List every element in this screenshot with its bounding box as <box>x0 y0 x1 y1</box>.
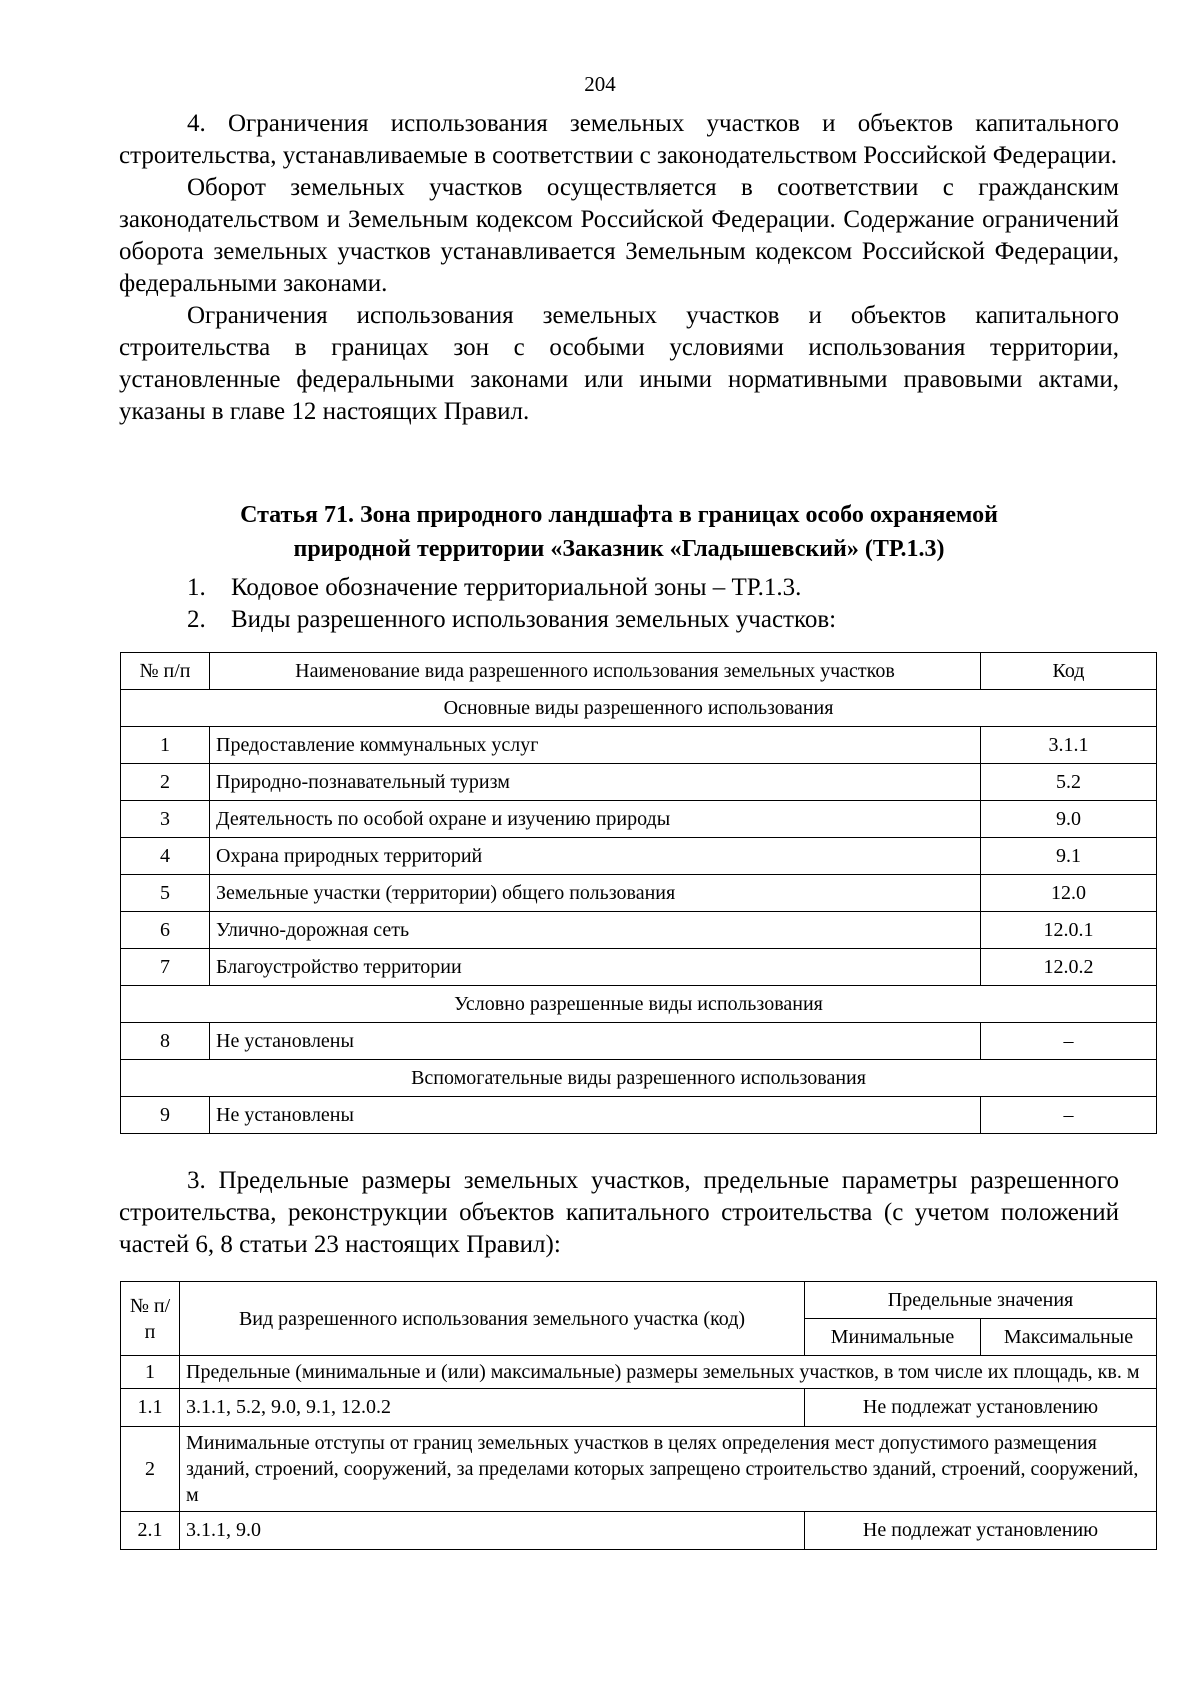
table-header-row <box>121 653 1157 690</box>
table-row <box>121 949 1157 986</box>
article-heading-line-1: Статья 71. Зона природного ландшафта в границах особо охраняемой <box>240 502 998 528</box>
table-row <box>121 912 1157 949</box>
row-number: 5 <box>121 875 210 912</box>
list-item-number: 1. <box>187 574 206 601</box>
section-title: Вспомогательные виды разрешенного использования <box>121 1060 1157 1097</box>
row-number: 1.1 <box>121 1389 180 1427</box>
section-title: Условно разрешенные виды использования <box>121 986 1157 1023</box>
table-row <box>121 1427 1157 1512</box>
item-3-paragraph: 3. Предельные размеры земельных участков, предельные параметры разрешенного строительства, реконструкции объектов капитального строительства (с учетом положений частей 6, 8 статьи 23 настоящих Правил): <box>119 1167 1119 1258</box>
item-4-section <box>119 108 1119 428</box>
header-name: Наименование вида разрешенного использования земельных участков <box>210 653 981 690</box>
section-row-main <box>121 690 1157 727</box>
header-kind: Вид разрешенного использования земельного участка (код) <box>180 1282 805 1356</box>
list-item <box>119 604 1119 636</box>
table-header-row <box>121 1282 1157 1319</box>
row-code: 12.0.1 <box>981 912 1157 949</box>
row-name: Не установлены <box>210 1023 981 1060</box>
row-name: Земельные участки (территории) общего пользования <box>210 875 981 912</box>
row-code: – <box>981 1097 1157 1134</box>
page-number: 204 <box>584 72 616 96</box>
table-row <box>121 1023 1157 1060</box>
row-number: 4 <box>121 838 210 875</box>
restrictions-paragraph: Ограничения использования земельных участков и объектов капитального строительства в границах зон с особыми условиями использования территории, установленные федеральными законами или иными нормативными правовыми актами, указаны в главе 12 настоящих Правил. <box>119 302 1119 425</box>
item-3-section <box>119 1165 1119 1261</box>
row-value: Не подлежат установлению <box>805 1512 1157 1550</box>
header-number: № п/п <box>121 653 210 690</box>
list-item-text: Кодовое обозначение территориальной зоны – ТР.1.3. <box>231 574 802 601</box>
row-name: Охрана природных территорий <box>210 838 981 875</box>
numbered-list <box>119 572 1119 636</box>
article-heading <box>119 498 1119 566</box>
row-name: Деятельность по особой охране и изучению природы <box>210 801 981 838</box>
row-code: – <box>981 1023 1157 1060</box>
header-limits: Предельные значения <box>805 1282 1157 1319</box>
row-number: 7 <box>121 949 210 986</box>
row-code: 9.0 <box>981 801 1157 838</box>
table-row <box>121 801 1157 838</box>
table-row <box>121 727 1157 764</box>
limits-table <box>120 1281 1157 1550</box>
row-code: 12.0 <box>981 875 1157 912</box>
row-code: 3.1.1 <box>981 727 1157 764</box>
row-code: 12.0.2 <box>981 949 1157 986</box>
row-code: 9.1 <box>981 838 1157 875</box>
turnover-paragraph: Оборот земельных участков осуществляется в соответствии с гражданским законодательством и Земельным кодексом Российской Федерации. Содержание ограничений оборота земельных участков устанавливается Земельным кодексом Российской Федерации, федеральными законами. <box>119 174 1119 297</box>
row-number: 6 <box>121 912 210 949</box>
table-row <box>121 838 1157 875</box>
row-name: Улично-дорожная сеть <box>210 912 981 949</box>
table-row <box>121 1356 1157 1389</box>
row-number: 1 <box>121 727 210 764</box>
table-row <box>121 1512 1157 1550</box>
table-row <box>121 764 1157 801</box>
header-code: Код <box>981 653 1157 690</box>
header-number: № п/п <box>121 1282 180 1356</box>
row-number: 8 <box>121 1023 210 1060</box>
table-row <box>121 1389 1157 1427</box>
row-codes: 3.1.1, 9.0 <box>180 1512 805 1550</box>
section-row-conditional <box>121 986 1157 1023</box>
row-number: 3 <box>121 801 210 838</box>
row-number: 2.1 <box>121 1512 180 1550</box>
row-name: Благоустройство территории <box>210 949 981 986</box>
header-min: Минимальные <box>805 1319 981 1356</box>
row-description: Предельные (минимальные и (или) максимальные) размеры земельных участков, в том числе их площадь, кв. м <box>180 1356 1157 1389</box>
item-4-paragraph: 4. Ограничения использования земельных участков и объектов капитального строительства, устанавливаемые в соответствии с законодательством Российской Федерации. <box>119 110 1119 169</box>
article-heading-line-2: природной территории «Заказник «Гладышевский» (ТР.1.3) <box>293 536 945 562</box>
row-value: Не подлежат установлению <box>805 1389 1157 1427</box>
row-number: 1 <box>121 1356 180 1389</box>
row-name: Природно-познавательный туризм <box>210 764 981 801</box>
list-item-text: Виды разрешенного использования земельных участков: <box>231 606 837 633</box>
row-code: 5.2 <box>981 764 1157 801</box>
list-item-number: 2. <box>187 606 206 633</box>
row-number: 2 <box>121 764 210 801</box>
row-number: 2 <box>121 1427 180 1512</box>
row-codes: 3.1.1, 5.2, 9.0, 9.1, 12.0.2 <box>180 1389 805 1427</box>
section-title: Основные виды разрешенного использования <box>121 690 1157 727</box>
header-max: Максимальные <box>981 1319 1157 1356</box>
section-row-auxiliary <box>121 1060 1157 1097</box>
permitted-use-table <box>120 652 1157 1134</box>
table-row <box>121 1097 1157 1134</box>
table-row <box>121 875 1157 912</box>
row-description: Минимальные отступы от границ земельных участков в целях определения мест допустимого размещения зданий, строений, сооружений, за пределами которых запрещено строительство зданий, строений, сооружений, м <box>180 1427 1157 1512</box>
list-item <box>119 572 1119 604</box>
row-name: Не установлены <box>210 1097 981 1134</box>
row-number: 9 <box>121 1097 210 1134</box>
row-name: Предоставление коммунальных услуг <box>210 727 981 764</box>
